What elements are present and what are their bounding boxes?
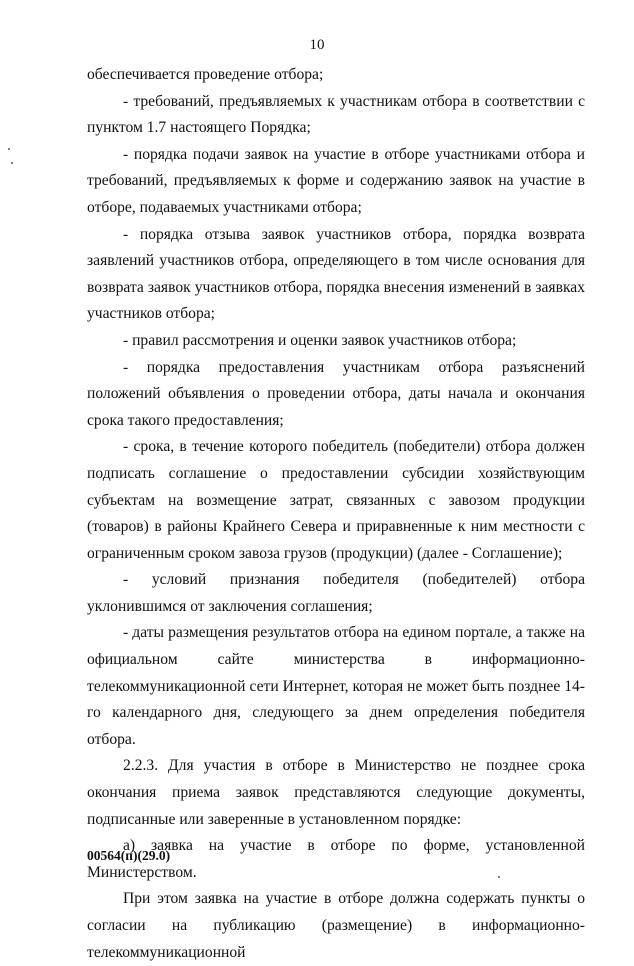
- scan-speck: [8, 148, 10, 150]
- paragraph: - срока, в течение которого победитель (победители) отбора должен подписать соглашение о предоставлении субсидии хозяйствующим субъектам на возмещение затрат, связанных с завозом продукции (товаров) в районы Крайнего Севера и приравненные к ним местности с ограниченным сроком завоза грузов (продукции) (далее - Соглашение);: [87, 438, 585, 562]
- paragraph: - даты размещения результатов отбора на едином портале, а также на официальном сайте министерства в информационно-телекоммуникационной сети Интернет, которая не может быть позднее 14-го календарного дня, следующего за днем определения победителя отбора.: [87, 624, 585, 748]
- paragraph: - порядка отзыва заявок участников отбора, порядка возврата заявлений участников отбора, определяющего в том числе основания для возврата заявок участников отбора, порядка внесения изменений в заявках участников отбора;: [87, 225, 585, 323]
- paragraph: При этом заявка на участие в отборе должна содержать пункты о согласии на публикацию (размещение) в информационно-телекоммуникационной: [87, 890, 585, 961]
- paragraph: - правил рассмотрения и оценки заявок участников отбора;: [123, 331, 517, 349]
- paragraph: 2.2.3. Для участия в отборе в Министерство не позднее срока окончания приема заявок представляются следующие документы, подписанные или заверенные в установленном порядке:: [87, 757, 585, 828]
- footer-document-code: 00564(п)(29.0): [87, 848, 171, 863]
- paragraph: - условий признания победителя (победителей) отбора уклонившимся от заключения соглашения;: [87, 571, 585, 615]
- paragraph: обеспечивается проведение отбора;: [87, 66, 324, 83]
- page-number: 10: [309, 37, 325, 53]
- scan-speck: [11, 162, 13, 164]
- paragraph: а) заявка на участие в отборе по форме, установленной Министерством.: [87, 837, 585, 881]
- paragraph: - порядка предоставления участникам отбора разъяснений положений объявления о проведении отбора, даты начала и окончания срока такого предоставления;: [87, 358, 585, 429]
- paragraph: - порядка подачи заявок на участие в отборе участниками отбора и требований, предъявляемых к форме и содержанию заявок на участие в отборе, подаваемых участниками отбора;: [87, 145, 585, 216]
- paragraph: - требований, предъявляемых к участникам отбора в соответствии с пунктом 1.7 настоящего Порядка;: [87, 92, 585, 137]
- scan-speck: [498, 876, 500, 878]
- document-body: [87, 62, 585, 966]
